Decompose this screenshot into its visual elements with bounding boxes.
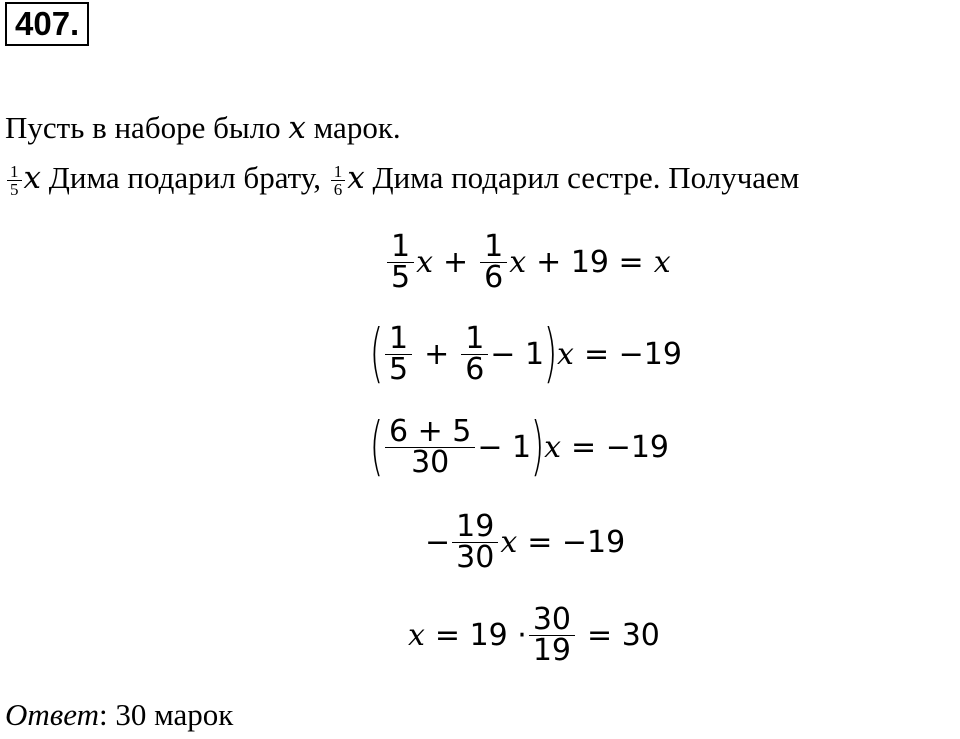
eq4-variable: x <box>500 525 518 560</box>
eq1-variable: x <box>416 245 434 280</box>
answer-label: Ответ <box>5 697 99 732</box>
eq1-fraction-1 <box>387 229 414 295</box>
intro-text-before: Пусть в наборе было <box>5 110 281 145</box>
right-paren: ) <box>543 317 558 391</box>
fraction-numerator: 30 <box>529 605 575 636</box>
answer-colon: : <box>98 697 108 732</box>
eq2-minus-one: − 1 <box>490 336 545 372</box>
intro-variable: x <box>288 110 306 146</box>
fraction-denominator: 5 <box>391 260 411 295</box>
fraction-numerator: 6 + 5 <box>385 417 475 448</box>
fraction-numerator: 1 <box>385 324 412 355</box>
eq5-mid: = 19 · <box>434 618 527 653</box>
eq2-variable: x <box>557 336 574 372</box>
intro-line <box>5 110 401 146</box>
condition-text-1: Дима подарил брату, <box>48 160 321 195</box>
eq1-variable-2: x <box>509 245 527 280</box>
equation-1 <box>385 229 671 295</box>
answer-line <box>5 697 233 733</box>
eq3-rhs: = −19 <box>571 429 669 465</box>
eq2-fraction-2 <box>461 320 488 387</box>
equation-2 <box>369 317 682 391</box>
eq2-rhs: = −19 <box>583 336 682 372</box>
eq4-rhs: = −19 <box>527 525 626 560</box>
fraction-numerator: 1 <box>461 324 488 355</box>
fraction-denominator: 5 <box>10 180 19 200</box>
fraction-numerator: 1 <box>331 163 346 181</box>
left-paren: ( <box>369 410 384 484</box>
eq5-rhs: = 30 <box>587 618 660 653</box>
eq1-fraction-2 <box>480 229 507 295</box>
fraction-numerator: 1 <box>387 232 414 263</box>
fraction-one-fifth <box>7 163 22 198</box>
equation-5 <box>408 602 660 668</box>
condition-var-1: x <box>23 160 41 196</box>
eq4-minus: − <box>425 525 451 560</box>
fraction-denominator: 30 <box>411 444 450 480</box>
eq3-variable: x <box>544 429 562 465</box>
eq4-fraction <box>452 509 498 575</box>
right-paren: ) <box>530 410 545 484</box>
problem-number: 407. <box>5 2 89 46</box>
fraction-denominator: 6 <box>333 180 343 200</box>
eq5-fraction <box>529 602 575 668</box>
condition-line <box>5 160 799 198</box>
equation-3 <box>369 410 669 484</box>
fraction-denominator: 5 <box>388 351 409 387</box>
fraction-denominator: 6 <box>484 260 504 295</box>
fraction-numerator: 1 <box>7 163 22 181</box>
left-paren: ( <box>369 317 384 391</box>
condition-text-2: Дима подарил сестре. Получаем <box>372 160 800 195</box>
fraction-denominator: 6 <box>465 351 485 387</box>
condition-var-2: x <box>347 160 365 196</box>
fraction-one-sixth <box>331 163 346 198</box>
eq1-plus: + <box>443 245 469 280</box>
fraction-numerator: 1 <box>480 232 507 263</box>
fraction-numerator: 19 <box>452 512 498 543</box>
eq2-fraction-1 <box>385 320 412 387</box>
intro-text-after: марок. <box>313 110 401 145</box>
answer-value: 30 марок <box>115 697 234 732</box>
fraction-denominator: 19 <box>532 633 572 668</box>
eq1-rest: + 19 = <box>536 245 644 280</box>
eq3-fraction <box>385 413 475 480</box>
equation-4 <box>425 509 626 575</box>
eq1-rhs: x <box>653 245 671 280</box>
eq2-plus: + <box>424 336 450 372</box>
eq3-minus-one: − 1 <box>477 429 532 465</box>
fraction-denominator: 30 <box>456 540 495 575</box>
eq5-variable: x <box>408 618 425 653</box>
